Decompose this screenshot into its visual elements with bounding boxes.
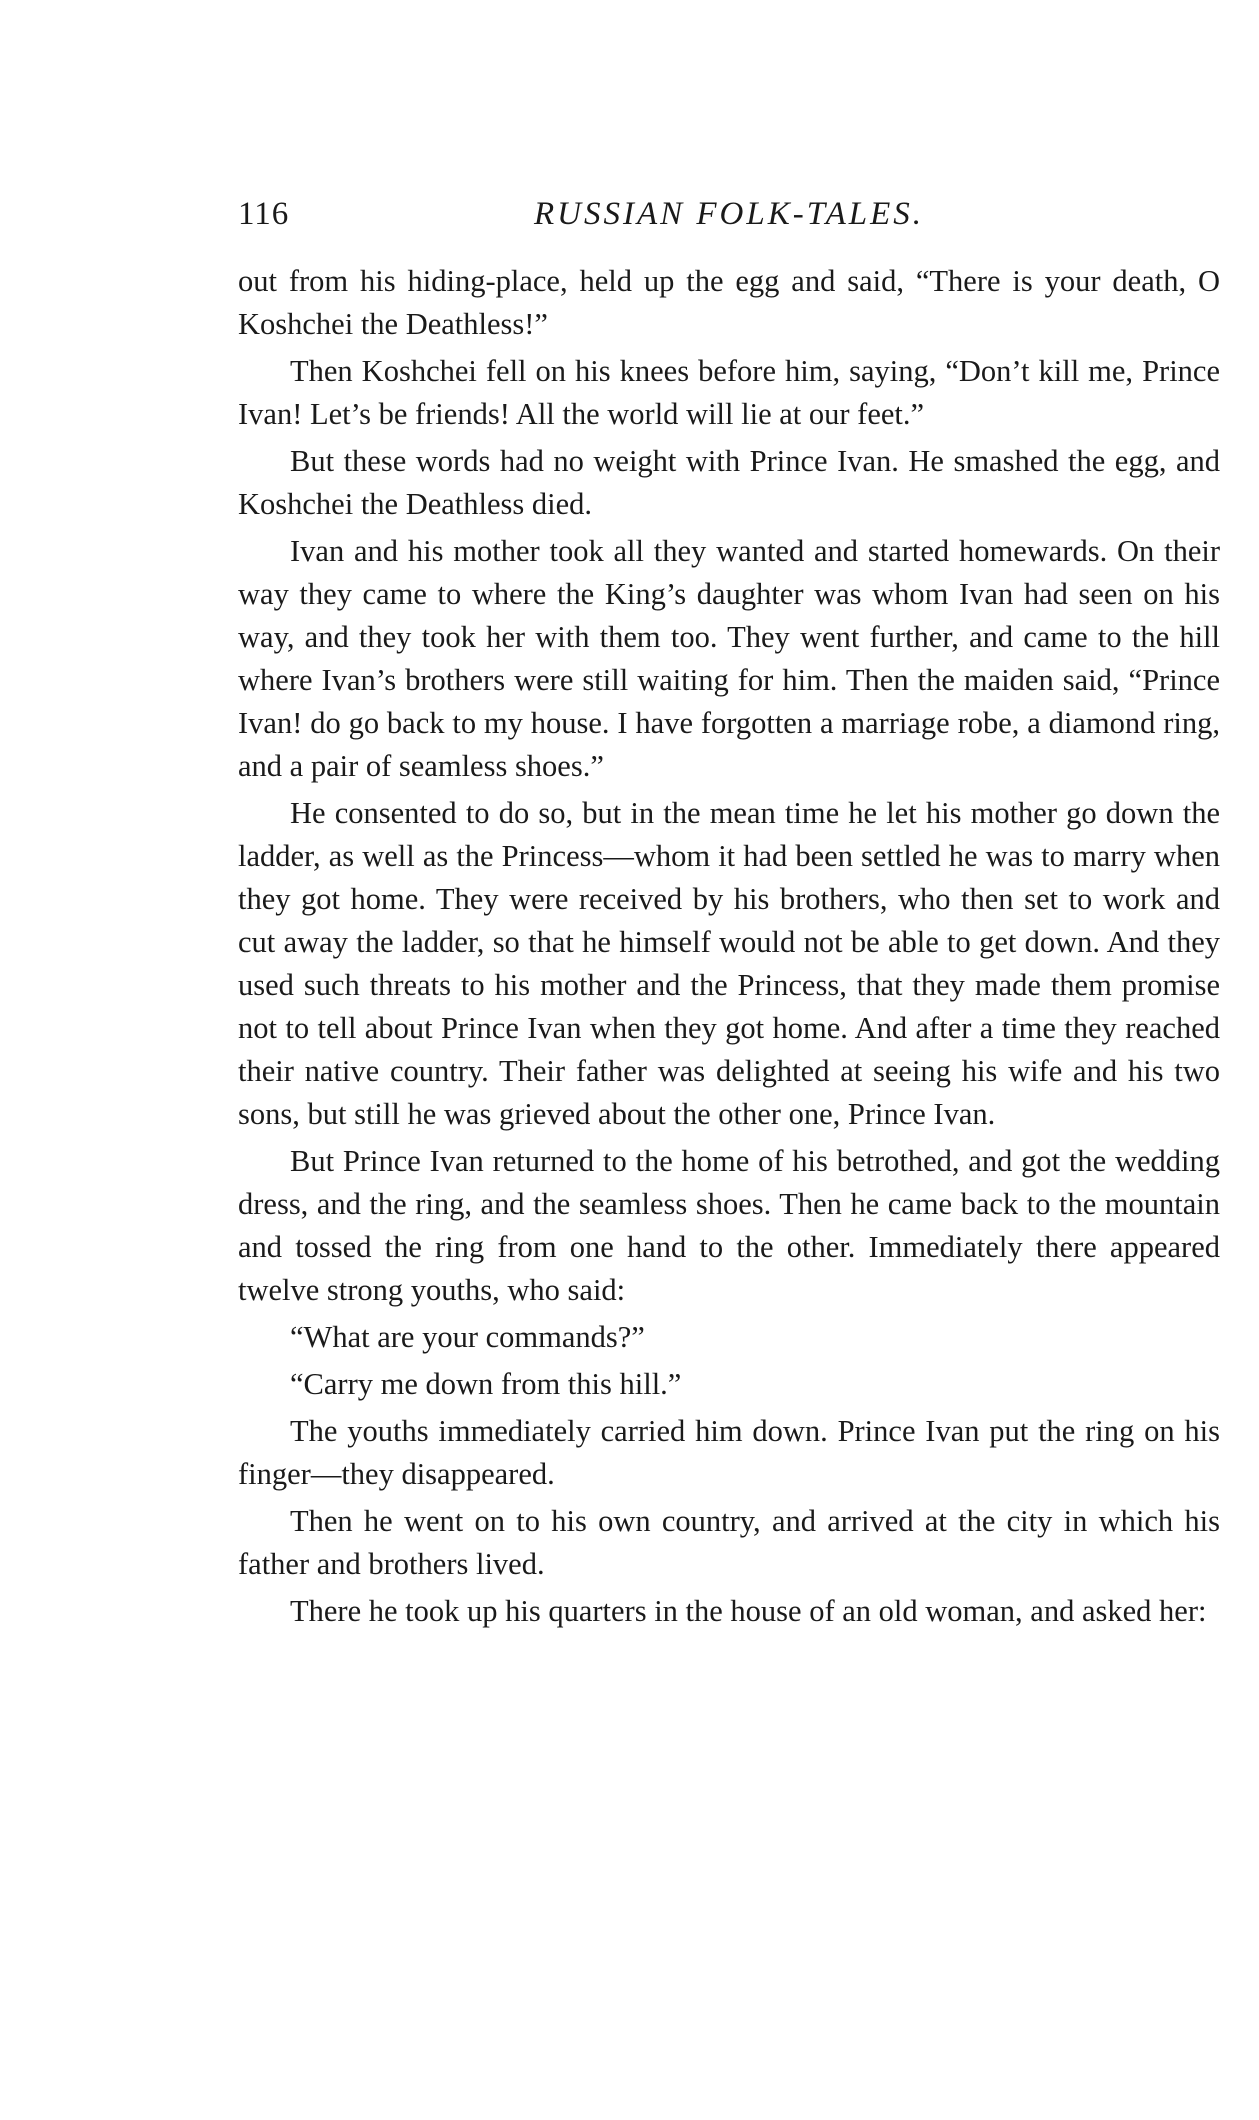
paragraph-8: “Carry me down from this hill.” (290, 1367, 682, 1401)
page-header (238, 190, 1220, 250)
paragraph-6: But Prince Ivan returned to the home of his betrothed, and got the wedding dress, and the ring, and the seamless shoes. Then he came back to the mountain and tossed the ring from one hand to the other. Immediately there appeared twelve strong youths, who said: (238, 1144, 1220, 1307)
running-title: RUSSIAN FOLK-TALES. (533, 196, 925, 232)
paragraph-7: “What are your commands?” (290, 1320, 645, 1354)
paragraph-4: Ivan and his mother took all they wanted and started homewards. On their way they came to where the King’s daughter was whom Ivan had seen on his way, and they took her with them too. They went further, and came to the hill where Ivan’s brothers were still waiting for him. Then the maiden said, “Prince Ivan! do go back to my house. I have forgotten a marriage robe, a diamond ring, and a pair of seamless shoes.” (238, 534, 1220, 783)
paragraph-3: But these words had no weight with Prince Ivan. He smashed the egg, and Koshchei the Deathless died. (238, 444, 1220, 521)
page-number: 116 (238, 196, 290, 232)
body-text (238, 260, 1220, 1633)
paragraph-10: Then he went on to his own country, and arrived at the city in which his father and brothers lived. (238, 1504, 1220, 1581)
paragraph-2: Then Koshchei fell on his knees before him, saying, “Don’t kill me, Prince Ivan! Let’s be friends! All the world will lie at our feet.” (238, 354, 1220, 431)
paragraph-9: The youths immediately carried him down. Prince Ivan put the ring on his finger—they disappeared. (238, 1414, 1220, 1491)
paragraph-5: He consented to do so, but in the mean time he let his mother go down the ladder, as well as the Princess—whom it had been settled he was to marry when they got home. They were received by his brothers, who then set to work and cut away the ladder, so that he himself would not be able to get down. And they used such threats to his mother and the Princess, that they made them promise not to tell about Prince Ivan when they got home. And after a time they reached their native country. Their father was delighted at seeing his wife and his two sons, but still he was grieved about the other one, Prince Ivan. (238, 796, 1220, 1131)
book-page (238, 190, 1220, 1633)
paragraph-11: There he took up his quarters in the house of an old woman, and asked her: (290, 1594, 1207, 1628)
paragraph-1: out from his hiding-place, held up the egg and said, “There is your death, O Koshchei the Deathless!” (238, 264, 1220, 341)
